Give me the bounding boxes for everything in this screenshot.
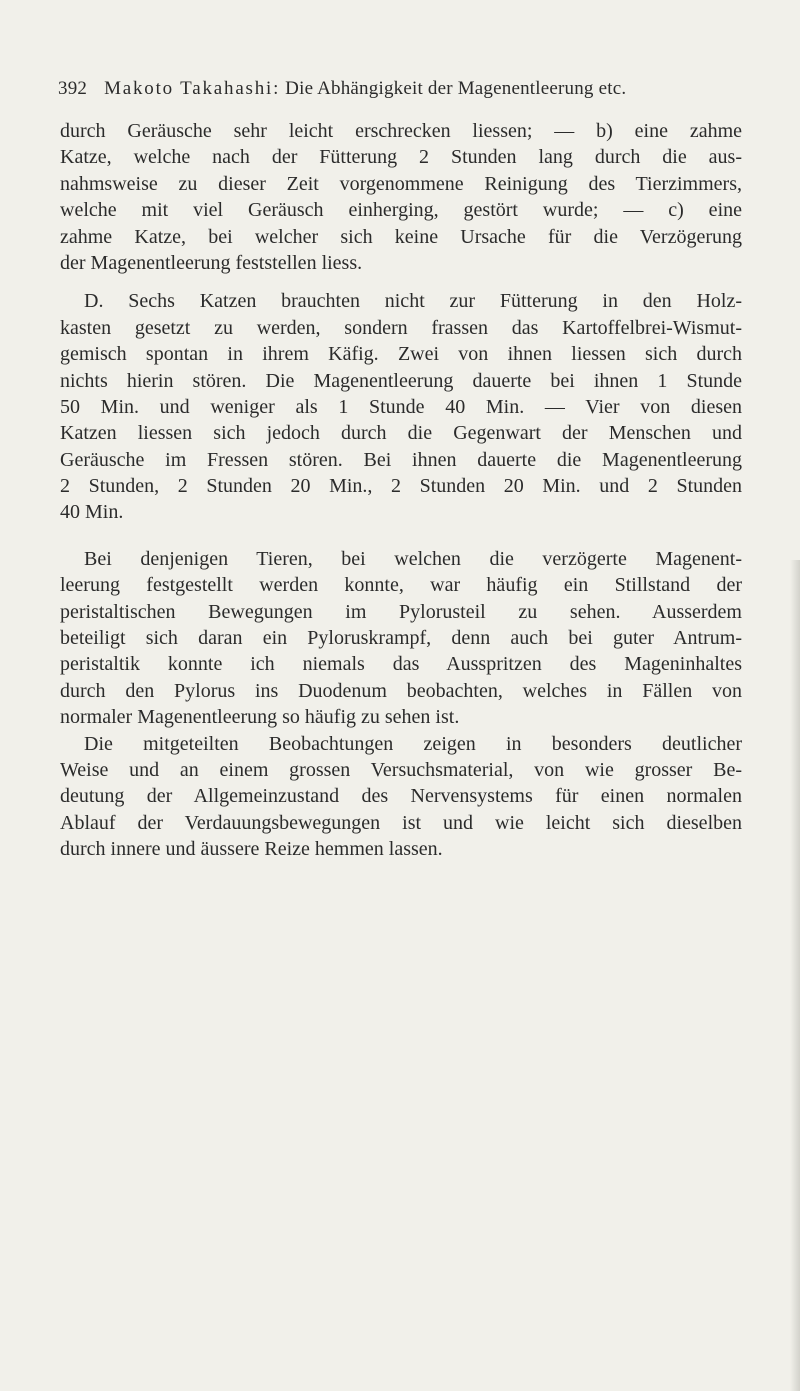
text-line: kasten gesetzt zu werden, sondern frassen das Kartoffelbrei-Wismut-: [60, 316, 742, 339]
paragraph-gap: [60, 276, 742, 288]
text-line: Katzen liessen sich jedoch durch die Gegenwart der Menschen und: [60, 422, 742, 445]
text-line: 40 Min.: [60, 501, 124, 524]
paragraph-4: [60, 731, 742, 863]
text-line: nichts hierin stören. Die Magenentleerung dauerte bei ihnen 1 Stunde: [60, 369, 742, 392]
text-line: peristaltik konnte ich niemals das Ausspritzen des Mageninhaltes: [60, 653, 742, 676]
text-line: 2 Stunden, 2 Stunden 20 Min., 2 Stunden 20 Min. und 2 Stunden: [60, 475, 742, 498]
text-line: normaler Magenentleerung so häufig zu sehen ist.: [60, 706, 460, 729]
page-number: 392: [58, 78, 88, 99]
text-line: peristaltischen Bewegungen im Pylorusteil zu sehen. Ausserdem: [60, 600, 742, 623]
text-line: zahme Katze, bei welcher sich keine Ursache für die Verzögerung: [60, 225, 742, 248]
text-line: D. Sechs Katzen brauchten nicht zur Fütterung in den Holz-: [84, 290, 742, 313]
text-line: durch Geräusche sehr leicht erschrecken liessen; — b) eine zahme: [60, 120, 742, 142]
text-line: gemisch spontan in ihrem Käfig. Zwei von ihnen liessen sich durch: [60, 343, 742, 366]
header-author: Makoto Takahashi:: [104, 78, 281, 99]
text-line: der Magenentleerung feststellen liess.: [60, 251, 363, 274]
text-line: 50 Min. und weniger als 1 Stunde 40 Min. — Vier von diesen: [60, 395, 742, 418]
text-line: Ablauf der Verdauungsbewegungen ist und wie leicht sich dieselben: [60, 811, 742, 834]
paragraph-gap: [60, 526, 742, 546]
running-header: [58, 78, 738, 100]
text-line: nahmsweise zu dieser Zeit vorgenommene Reinigung des Tierzimmers,: [60, 172, 742, 195]
paragraph-1: [60, 118, 742, 276]
text-line: leerung festgestellt werden konnte, war häufig ein Stillstand der: [60, 574, 742, 597]
text-line: welche mit viel Geräusch einherging, gestört wurde; — c) eine: [60, 199, 742, 222]
text-line: Geräusche im Fressen stören. Bei ihnen dauerte die Magenentleerung: [60, 448, 742, 471]
text-line: deutung der Allgemeinzustand des Nervensystems für einen normalen: [60, 785, 742, 808]
page-edge-shadow: [790, 560, 800, 1391]
header-title: Die Abhängigkeit der Magenentleerung etc.: [285, 78, 627, 99]
paragraph-2: [60, 288, 742, 526]
text-line: Bei denjenigen Tieren, bei welchen die verzögerte Magenent-: [84, 547, 742, 570]
text-line: durch innere und äussere Reize hemmen lassen.: [60, 838, 443, 861]
paragraph-3: [60, 546, 742, 731]
body-text: [60, 118, 742, 863]
text-line: Weise und an einem grossen Versuchsmaterial, von wie grosser Be-: [60, 758, 742, 781]
text-line: Die mitgeteilten Beobachtungen zeigen in besonders deutlicher: [84, 732, 742, 755]
text-line: durch den Pylorus ins Duodenum beobachten, welches in Fällen von: [60, 679, 742, 702]
text-line: Katze, welche nach der Fütterung 2 Stunden lang durch die aus-: [60, 146, 742, 169]
text-line: beteiligt sich daran ein Pyloruskrampf, denn auch bei guter Antrum-: [60, 627, 742, 650]
